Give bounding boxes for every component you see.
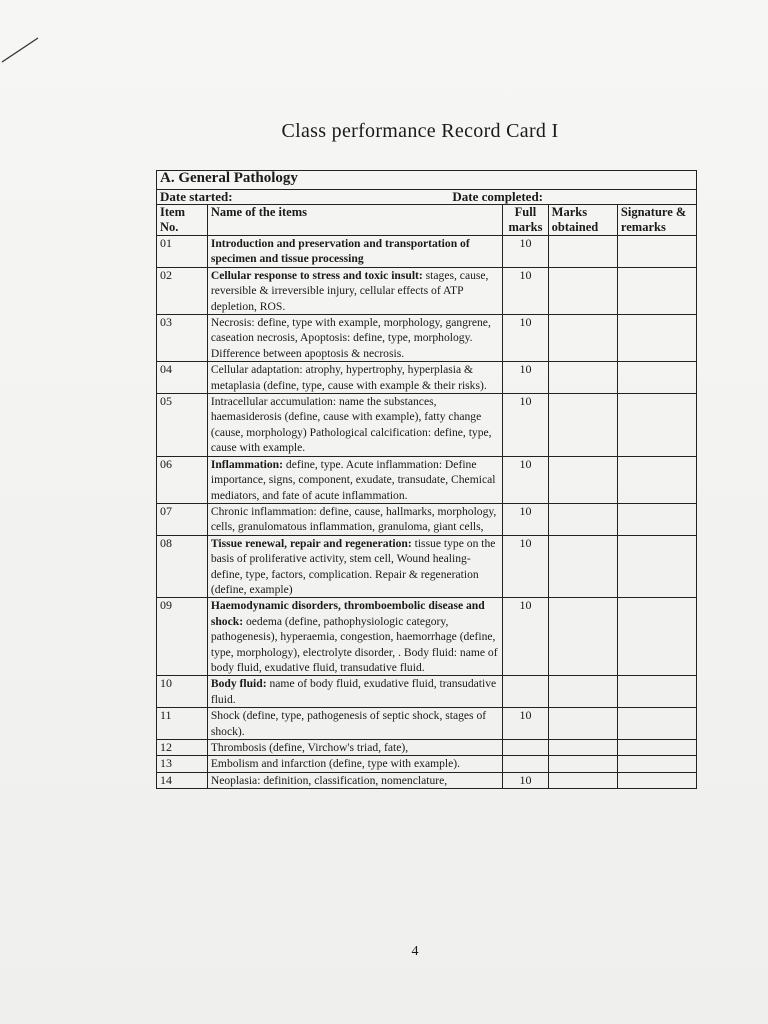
marks-obtained-cell[interactable] <box>548 503 617 535</box>
item-name <box>207 756 502 772</box>
signature-cell[interactable] <box>617 315 696 362</box>
item-number: 13 <box>157 756 208 772</box>
signature-cell[interactable] <box>617 503 696 535</box>
item-name-text: Intracellular accumulation: name the substances, haemasiderosis (define, cause with example), fatty change (cause, morphology) Pathological calcification: define, type, cause with example. <box>210 395 492 455</box>
item-number: 01 <box>157 236 208 268</box>
header-signature: Signature & remarks <box>617 205 696 236</box>
header-name: Name of the items <box>207 205 502 236</box>
full-marks: 10 <box>503 772 548 788</box>
item-number: 05 <box>157 394 208 457</box>
item-name-bold: Introduction and preservation and transportation of specimen and tissue processing <box>210 237 470 266</box>
marks-obtained-cell[interactable] <box>548 456 617 503</box>
page-number: 4 <box>411 944 419 959</box>
item-name <box>207 267 502 314</box>
table-row <box>157 598 697 676</box>
full-marks: 10 <box>503 598 548 676</box>
full-marks: 10 <box>503 362 548 394</box>
item-number: 09 <box>157 598 208 676</box>
item-name-bold: Cellular response to stress and toxic insult: <box>210 268 423 282</box>
table-row <box>157 456 697 503</box>
header-item-no: Item No. <box>157 205 208 236</box>
item-name-text: oedema (define, pathophysiologic category, pathogenesis), hyperaemia, congestion, haemorrhage (define, type, morphology), electrolyte disorder, . Body fluid: name of body fluid, exudative fluid, transudative fluid. <box>210 614 498 674</box>
item-number: 11 <box>157 708 208 740</box>
full-marks <box>503 676 548 708</box>
marks-obtained-cell[interactable] <box>548 756 617 772</box>
signature-cell[interactable] <box>617 267 696 314</box>
item-name-text: stages, cause, reversible & irreversible injury, cellular effects of ATP depletion, ROS. <box>210 268 489 313</box>
signature-cell[interactable] <box>617 740 696 756</box>
table-row <box>157 740 697 756</box>
signature-cell[interactable] <box>617 756 696 772</box>
item-number: 04 <box>157 362 208 394</box>
marks-obtained-cell[interactable] <box>548 708 617 740</box>
full-marks: 10 <box>503 267 548 314</box>
marks-obtained-cell[interactable] <box>548 315 617 362</box>
item-name <box>207 456 502 503</box>
pen-mark-icon <box>0 0 60 80</box>
signature-cell[interactable] <box>617 394 696 457</box>
header-row <box>157 205 697 236</box>
item-name <box>207 503 502 535</box>
item-number: 07 <box>157 503 208 535</box>
full-marks: 10 <box>503 456 548 503</box>
item-name <box>207 315 502 362</box>
item-name-bold: Tissue renewal, repair and regeneration: <box>210 536 412 550</box>
marks-obtained-cell[interactable] <box>548 535 617 598</box>
marks-obtained-cell[interactable] <box>548 362 617 394</box>
item-name-text: Thrombosis (define, Virchow's triad, fate), <box>210 741 409 754</box>
table-row <box>157 756 697 772</box>
item-name-bold: Haemodynamic disorders, thromboembolic disease and shock: <box>210 599 485 628</box>
header-marks-obtained: Marks obtained <box>548 205 617 236</box>
marks-obtained-cell[interactable] <box>548 598 617 676</box>
record-table <box>156 170 697 789</box>
full-marks: 10 <box>503 535 548 598</box>
item-name-text: tissue type on the basis of proliferative activity, stem cell, Wound healing- define, type, factors, complication. Repair & regeneration (define, example) <box>210 536 496 596</box>
page-title: Class performance Record Card I <box>281 120 559 142</box>
item-name-text: Embolism and infarction (define, type with example). <box>210 757 461 771</box>
signature-cell[interactable] <box>617 772 696 788</box>
item-name <box>207 740 502 756</box>
item-name-text: Chronic inflammation: define, cause, hallmarks, morphology, cells, granulomatous inflammation, granuloma, giant cells, <box>210 504 497 534</box>
signature-cell[interactable] <box>617 362 696 394</box>
table-row <box>157 708 697 740</box>
item-number: 14 <box>157 772 208 788</box>
signature-cell[interactable] <box>617 708 696 740</box>
table-row <box>157 362 697 394</box>
marks-obtained-cell[interactable] <box>548 267 617 314</box>
marks-obtained-cell[interactable] <box>548 676 617 708</box>
item-name-text: Cellular adaptation: atrophy, hypertrophy, hyperplasia & metaplasia (define, type, cause with example & their risks). <box>210 363 487 392</box>
full-marks: 10 <box>503 503 548 535</box>
date-completed-label: Date completed: <box>452 189 543 204</box>
signature-cell[interactable] <box>617 535 696 598</box>
table-row <box>157 394 697 457</box>
signature-cell[interactable] <box>617 598 696 676</box>
item-number: 02 <box>157 267 208 314</box>
section-title: A. General Pathology <box>157 171 697 190</box>
full-marks <box>503 756 548 772</box>
item-number: 06 <box>157 456 208 503</box>
marks-obtained-cell[interactable] <box>548 236 617 268</box>
full-marks: 10 <box>503 394 548 457</box>
marks-obtained-cell[interactable] <box>548 394 617 457</box>
item-name-text: Neoplasia: definition, classification, nomenclature, <box>210 773 448 787</box>
table-row <box>157 676 697 708</box>
signature-cell[interactable] <box>617 236 696 268</box>
item-name <box>207 362 502 394</box>
marks-obtained-cell[interactable] <box>548 772 617 788</box>
table-row <box>157 535 697 598</box>
item-name <box>207 598 502 676</box>
full-marks: 10 <box>503 236 548 268</box>
date-started-label: Date started: <box>160 189 233 204</box>
item-name-bold: Body fluid: <box>210 677 267 691</box>
item-name-text: name of body fluid, exudative fluid, transudative fluid. <box>210 677 497 706</box>
table-row <box>157 315 697 362</box>
item-name <box>207 708 502 740</box>
header-full-marks: Full marks <box>503 205 548 236</box>
item-number: 10 <box>157 676 208 708</box>
item-name-bold: Inflammation: <box>210 457 283 471</box>
table-row <box>157 772 697 788</box>
item-name-text: define, type. Acute inflammation: Define importance, signs, component, exudate, transudate, Chemical mediators, and fate of acute inflammation. <box>210 457 496 502</box>
full-marks: 10 <box>503 315 548 362</box>
item-name <box>207 772 502 788</box>
item-name-text: Necrosis: define, type with example, morphology, gangrene, caseation necrosis, Apoptosis: define, type, morphology. Difference between apoptosis & necrosis. <box>210 316 491 360</box>
table-row <box>157 236 697 268</box>
signature-cell[interactable] <box>617 676 696 708</box>
marks-obtained-cell[interactable] <box>548 740 617 756</box>
item-name <box>207 394 502 457</box>
item-number: 12 <box>157 740 208 756</box>
full-marks: 10 <box>503 708 548 740</box>
date-row <box>157 190 697 205</box>
item-name <box>207 676 502 708</box>
table-row <box>157 267 697 314</box>
item-name <box>207 236 502 268</box>
signature-cell[interactable] <box>617 456 696 503</box>
item-name <box>207 535 502 598</box>
item-name-text: Shock (define, type, pathogenesis of septic shock, stages of shock). <box>210 709 487 738</box>
full-marks <box>503 740 548 756</box>
item-number: 08 <box>157 535 208 598</box>
table-row <box>157 503 697 535</box>
section-row <box>157 171 697 190</box>
item-number: 03 <box>157 315 208 362</box>
